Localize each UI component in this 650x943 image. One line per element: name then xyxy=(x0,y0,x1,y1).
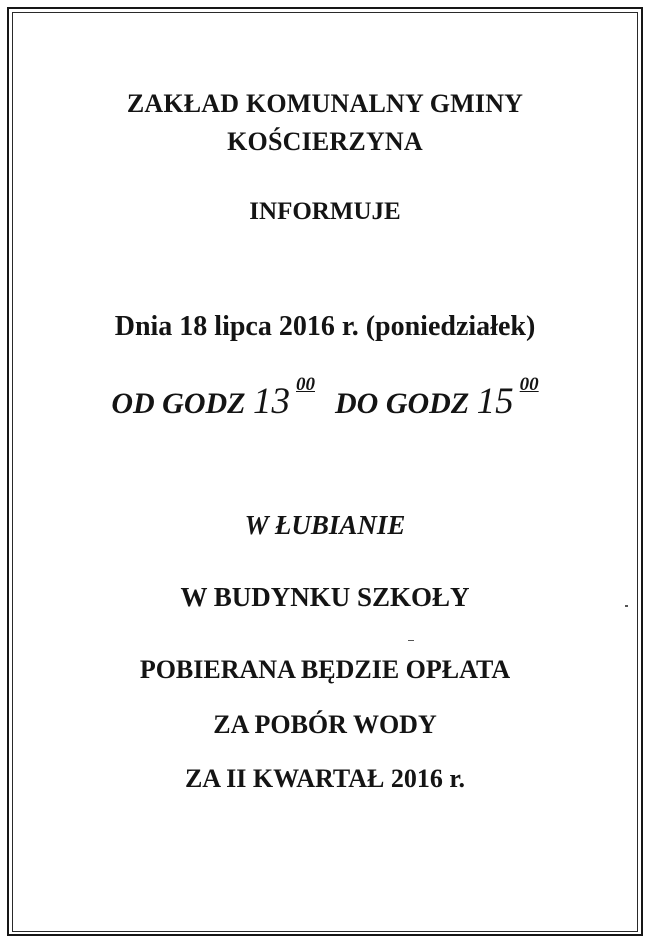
scan-speck xyxy=(408,640,414,641)
time-from-minutes: 00 xyxy=(296,374,315,395)
date-line: Dnia 18 lipca 2016 r. (poniedziałek) xyxy=(114,311,536,342)
fee-line: POBIERANA BĘDZIE OPŁATA xyxy=(139,655,511,684)
time-to-hour: 15 xyxy=(476,381,514,422)
time-to-minutes: 00 xyxy=(519,374,539,395)
scan-speck xyxy=(625,605,628,607)
time-from-hour: 13 xyxy=(253,381,290,422)
organization-name: ZAKŁAD KOMUNALNY GMINY xyxy=(126,89,524,118)
time-range xyxy=(0,374,650,423)
quarter-line: ZA II KWARTAŁ 2016 r. xyxy=(184,764,466,793)
place-line: W ŁUBIANIE xyxy=(244,510,406,540)
informs-heading: INFORMUJE xyxy=(249,198,401,225)
organization-location: KOŚCIERZYNA xyxy=(227,127,423,156)
time-to-label: DO GODZ xyxy=(335,387,470,420)
building-line: W BUDYNKU SZKOŁY xyxy=(180,582,470,612)
time-from-label: OD GODZ xyxy=(111,387,246,420)
water-line: ZA POBÓR WODY xyxy=(213,710,437,739)
